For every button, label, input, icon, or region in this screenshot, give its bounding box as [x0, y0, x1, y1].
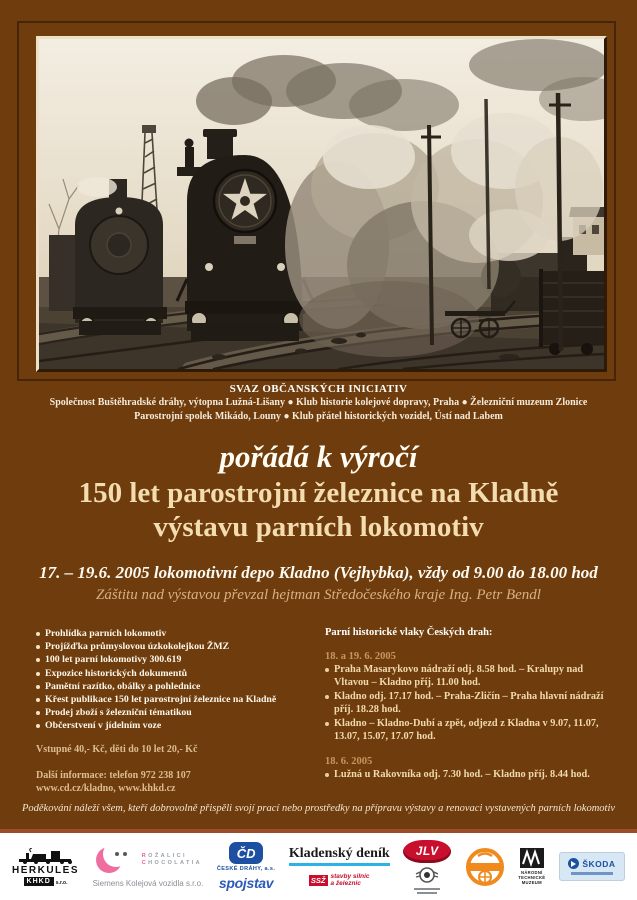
title-intro: pořádá k výročí — [219, 439, 418, 474]
bullet-icon — [325, 668, 329, 672]
bullet-icon — [325, 722, 329, 726]
program-item — [36, 627, 325, 640]
program-item — [36, 719, 325, 732]
ntm-caption-line-2: TECHNICKÉ — [518, 875, 546, 880]
title-line-1: 150 let parostrojní železnice na Kladně — [78, 477, 559, 509]
kladensky-denik-logo — [289, 846, 390, 887]
depot-photo-illustration — [39, 39, 604, 369]
organizer-line-2: Parostrojní spolek Mikádo, Louny ● Klub přátel historických vozidel, Ústí nad Labem — [134, 411, 503, 422]
denik-title: Kladenský deník — [288, 846, 390, 861]
event-block — [0, 563, 637, 604]
skoda-box — [559, 852, 625, 881]
bullet-icon — [36, 632, 40, 636]
title-line-2: výstavu parních lokomotiv — [153, 511, 484, 543]
winged-wheel-emblem-icon — [415, 866, 439, 886]
thanks-note: Poděkování náleží všem, kteří dobrovolně přispěli svojí prací nebo prostředky na přípravu výstavy a renovaci vystavených parních lokomotiv — [21, 803, 616, 814]
brand-line-1: ROŽALICI — [141, 853, 187, 859]
skoda-wordmark: ŠKODA — [582, 858, 616, 869]
schedule-item — [325, 690, 608, 716]
jlv-wordmark: JLV — [415, 844, 439, 858]
ntm-emblem-icon — [520, 848, 544, 868]
skoda-caption-bar — [571, 872, 613, 875]
skoda-winged-arrow-icon — [568, 858, 579, 869]
program-item — [36, 640, 325, 653]
program-item-text: Pamětní razítko, obálky a pohlednice — [45, 680, 201, 692]
schedule-item — [325, 717, 608, 743]
jlv-emblem-caption-bar — [414, 888, 440, 891]
herkules-logo — [12, 848, 79, 886]
cd-emblem-icon — [229, 842, 263, 864]
denik-underline — [289, 863, 390, 866]
title-block — [0, 438, 637, 544]
locomotive-icon — [17, 848, 75, 864]
program-item-text: Prohlídka parních lokomotiv — [45, 628, 167, 639]
bullet-icon — [36, 711, 40, 715]
program-item — [36, 706, 325, 719]
program-item-text: 100 let parní lokomotivy 300.619 — [45, 654, 182, 666]
program-item — [36, 680, 325, 693]
schedule-item-text: Praha Masarykovo nádraží odj. 8.58 hod. – Kralupy nad Vltavou – Kladno příj. 11.00 hod. — [334, 664, 584, 688]
content-columns — [36, 627, 608, 795]
orange-wheel-emblem-logo — [465, 846, 505, 888]
schedule-item — [325, 663, 608, 689]
schedule-date: 18. a 19. 6. 2005 — [325, 651, 396, 662]
sro-label: s.r.o. — [55, 879, 68, 886]
organizer-header — [0, 383, 637, 423]
brand-wordmark — [142, 853, 202, 867]
smile-icon — [94, 845, 136, 875]
organizer-line-1: Společnost Buštěhradské dráhy, výtopna Lužná-Lišany ● Klub historie kolejové dopravy, Praha ● Železniční muzeum Zlonice — [49, 397, 588, 408]
program-item-text: Expozice historických dokumentů — [45, 667, 188, 679]
schedule-date: 18. 6. 2005 — [325, 756, 373, 767]
jlv-logo — [403, 840, 451, 894]
bullet-icon — [36, 645, 40, 649]
ssz-caption-line-1: stavby silnic — [330, 873, 370, 880]
jlv-oval-icon — [403, 840, 451, 863]
program-item-text: Projížďka průmyslovou úzkokolejkou ŽMZ — [45, 641, 230, 653]
ssz-logo — [309, 873, 370, 887]
photo-frame — [36, 36, 607, 372]
cd-monogram: ČD — [236, 845, 256, 861]
ceske-drahy-logo — [217, 842, 275, 891]
program-item — [36, 653, 325, 666]
bullet-icon — [36, 658, 40, 662]
train-schedule-column — [325, 627, 608, 795]
info-web: www.cd.cz/kladno, www.khkd.cz — [36, 782, 176, 794]
info-phone: Další informace: telefon 972 238 107 — [36, 769, 191, 781]
brand-line-2: CHOCOLATIA — [141, 860, 203, 866]
orange-emblem-icon — [465, 846, 505, 888]
bullet-icon — [36, 698, 40, 702]
khkd-mark: KHKD — [24, 877, 54, 886]
bullet-icon — [325, 773, 329, 777]
ssz-caption-line-2: a železnic — [330, 880, 361, 887]
admission-line: Vstupné 40,- Kč, děti do 10 let 20,- Kč — [36, 743, 198, 755]
ntm-caption-line-1: NÁRODNÍ — [521, 870, 543, 875]
schedule-item-text: Lužná u Rakovníka odj. 7.30 hod. – Kladno příj. 8.44 hod. — [334, 769, 590, 780]
sponsor-strip — [0, 833, 637, 900]
ntm-logo — [518, 848, 545, 885]
program-item-text: Občerstvení v jídelním voze — [45, 720, 162, 732]
schedule-heading: Parní historické vlaky Českých drah: — [325, 627, 493, 638]
worker-figure — [185, 139, 194, 148]
ntm-caption-line-3: MUZEUM — [521, 880, 542, 885]
program-item — [36, 667, 325, 680]
program-item-text: Křest publikace 150 let parostrojní železnice na Kladně — [45, 694, 277, 706]
spojstav-wordmark: spojstav — [218, 875, 274, 891]
schedule-item-text: Kladno – Kladno-Dubí a zpět, odjezd z Kladna v 9.07, 11.07, 13.07, 15.07, 17.07 hod. — [334, 718, 599, 742]
ssz-abbr: SSŽ — [310, 875, 326, 885]
cd-caption: ČESKÉ DRÁHY, a.s. — [216, 866, 276, 872]
program-item — [36, 693, 325, 706]
bullet-icon — [36, 685, 40, 689]
skoda-logo — [559, 852, 625, 881]
program-column — [36, 627, 325, 795]
schedule-item-text: Kladno odj. 17.17 hod. – Praha-Zličín – Praha hlavní nádraží příj. 18.28 hod. — [334, 691, 604, 715]
siemens-caption: Siemens Kolejová vozidla s.r.o. — [92, 879, 204, 888]
bullet-icon — [36, 724, 40, 728]
ssz-caption — [331, 873, 370, 887]
event-date-line: 17. – 19.6. 2005 lokomotivní depo Kladno (Vejhybka), vždy od 9.00 do 18.00 hod — [39, 563, 598, 582]
organizer-title: SVAZ OBČANSKÝCH INICIATIV — [229, 383, 408, 395]
bullet-icon — [36, 672, 40, 676]
program-item-text: Prodej zboží s železniční tématikou — [45, 707, 192, 719]
herkules-wordmark: HERKULES — [12, 864, 80, 876]
event-patronage: Záštitu nad výstavou převzal hejtman Středočeského kraje Ing. Petr Bendl — [96, 587, 541, 603]
freight-wagons — [539, 269, 604, 355]
jlv-emblem-caption-bar — [417, 892, 437, 894]
bullet-icon — [325, 695, 329, 699]
siemens-logo — [93, 845, 204, 888]
schedule-item — [325, 768, 608, 781]
